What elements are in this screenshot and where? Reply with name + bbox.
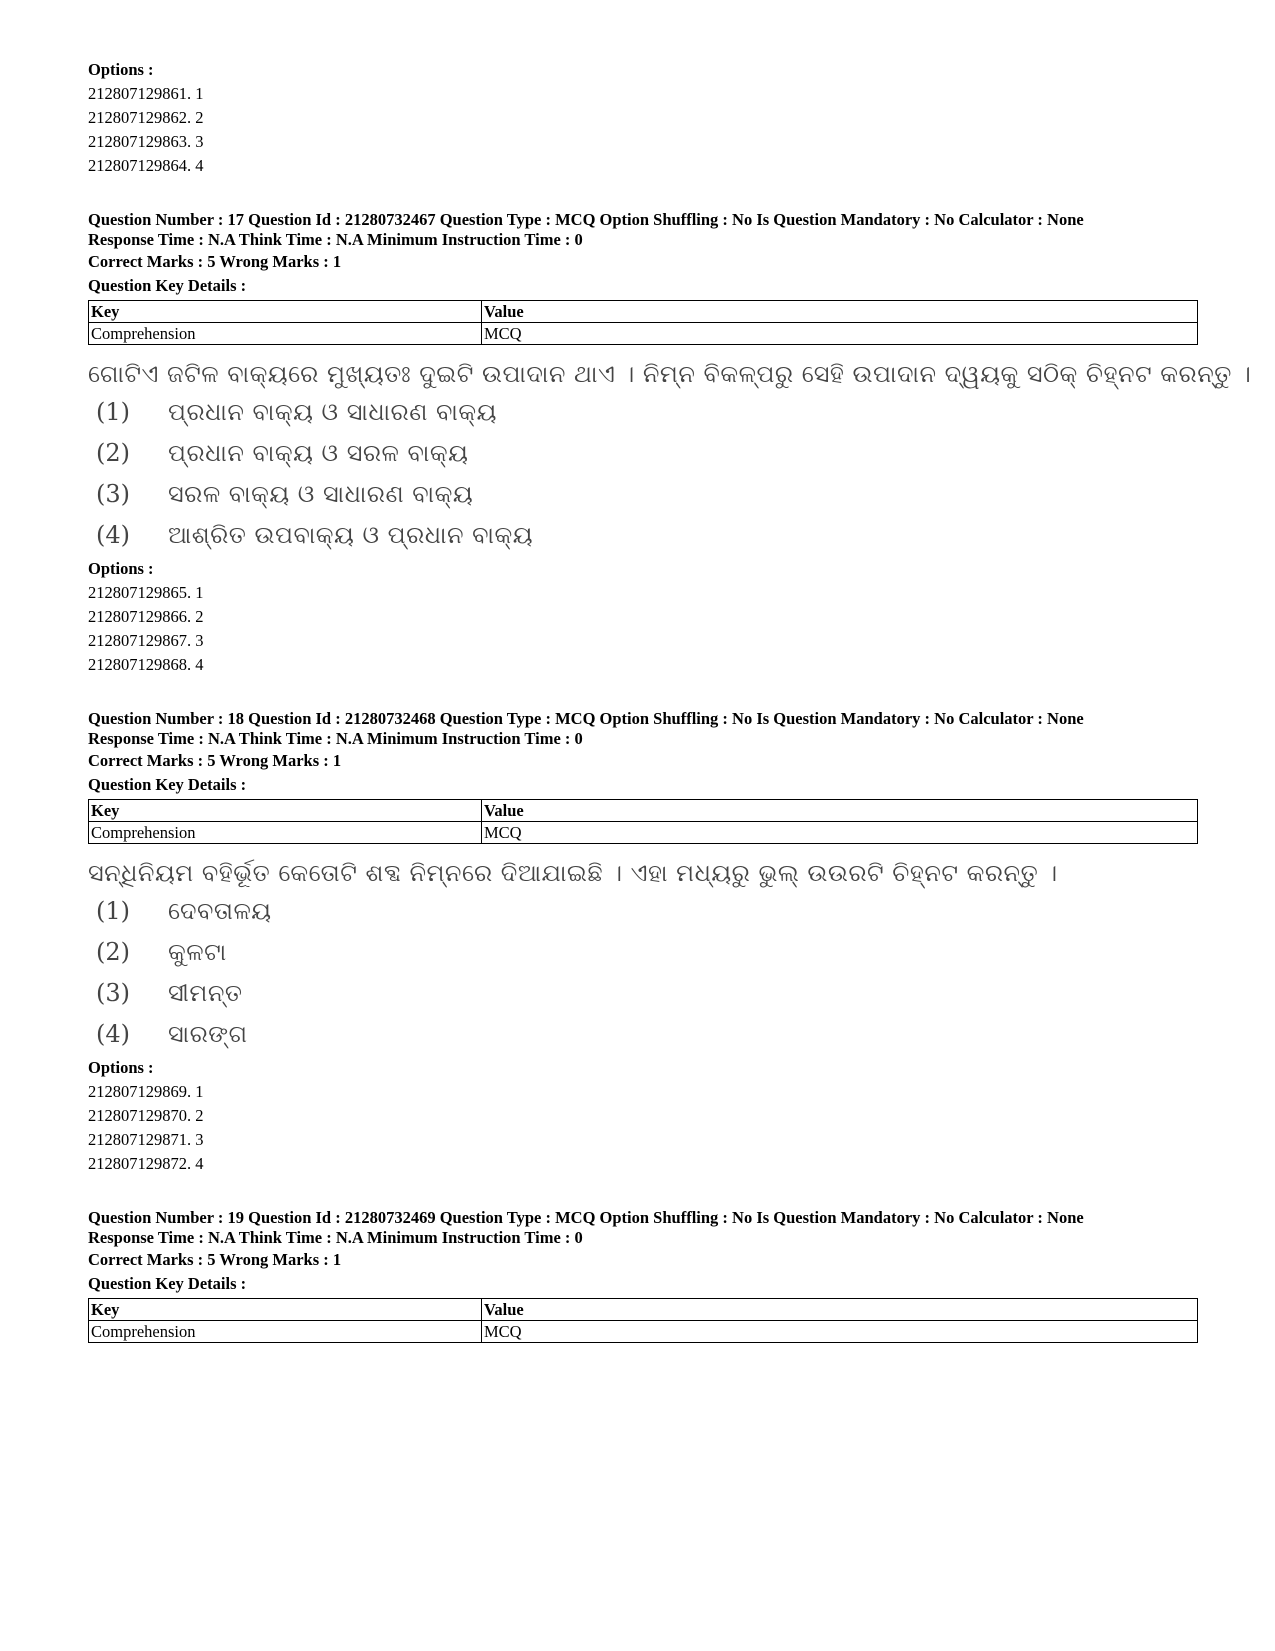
question-image bbox=[88, 345, 1252, 557]
table-header-row bbox=[89, 800, 1198, 822]
question-timing: Response Time : N.A Think Time : N.A Minimum Instruction Time : 0 bbox=[88, 1228, 583, 1247]
table-cell-key: Comprehension bbox=[89, 1321, 482, 1343]
choice-text: ପ୍ରଧାନ ବାକ୍ୟ ଓ ସରଳ ବାକ୍ୟ bbox=[168, 438, 469, 467]
question-block-17 bbox=[88, 210, 1252, 677]
choice-text: ଆଶ୍ରିତ ଉପବାକ୍ୟ ଓ ପ୍ରଧାନ ବାକ୍ୟ bbox=[168, 520, 534, 549]
table-header-row bbox=[89, 1299, 1198, 1321]
choice-row bbox=[88, 890, 1198, 931]
question-stem: ସନ୍ଧିନିୟମ ବହିର୍ଭୂତ କେତୋଟି ଶବ୍ଦ ନିମ୍ନରେ ଦିଆଯାଇଛି । ଏହା ମଧ୍ୟରୁ ଭୁଲ୍ ଉଉରଟି ଚିହ୍ନଟ କରନ୍ତୁ । bbox=[88, 859, 1058, 887]
choice-row bbox=[88, 391, 1198, 432]
option-item: 212807129862. 2 bbox=[88, 108, 204, 127]
options-label: Options : bbox=[88, 559, 154, 578]
option-item: 212807129871. 3 bbox=[88, 1130, 204, 1149]
choice-number: (2) bbox=[96, 937, 130, 966]
table-row bbox=[89, 1321, 1198, 1343]
top-options-block bbox=[88, 58, 1198, 178]
choice-text: ପ୍ରଧାନ ବାକ୍ୟ ଓ ସାଧାରଣ ବାକ୍ୟ bbox=[168, 397, 497, 426]
table-header-value: Value bbox=[482, 301, 1198, 323]
table-cell-key: Comprehension bbox=[89, 822, 482, 844]
option-item: 212807129868. 4 bbox=[88, 655, 204, 674]
table-header-value: Value bbox=[482, 1299, 1198, 1321]
choice-number: (1) bbox=[96, 896, 130, 925]
question-image bbox=[88, 844, 1198, 1056]
question-block-19 bbox=[88, 1208, 1198, 1343]
table-cell-value: MCQ bbox=[482, 822, 1198, 844]
option-item: 212807129866. 2 bbox=[88, 607, 204, 626]
table-cell-value: MCQ bbox=[482, 323, 1198, 345]
table-row bbox=[89, 822, 1198, 844]
table-header-key: Key bbox=[89, 301, 482, 323]
choice-text: ସରଳ ବାକ୍ୟ ଓ ସାଧାରଣ ବାକ୍ୟ bbox=[168, 479, 474, 508]
question-block-18 bbox=[88, 709, 1198, 1176]
table-header-value: Value bbox=[482, 800, 1198, 822]
table-header-key: Key bbox=[89, 1299, 482, 1321]
question-stem: ଗୋଟିଏ ଜଟିଳ ବାକ୍ୟରେ ମୁଖ୍ୟତଃ ଦୁଇଟି ଉପାଦାନ ଥାଏ । ନିମ୍ନ ବିକଳ୍ପରୁ ସେହି ଉପାଦାନ ଦ୍ୱୟକୁ ସଠିକ୍ ଚିହ୍ନଟ କରନ୍ତୁ । bbox=[88, 360, 1252, 388]
choice-row bbox=[88, 473, 1198, 514]
choice-text: ସାରଙ୍ଗ bbox=[168, 1019, 248, 1048]
key-details-table bbox=[88, 1298, 1198, 1343]
table-row bbox=[89, 323, 1198, 345]
choice-text: କୁଳଟା bbox=[168, 937, 227, 966]
options-label: Options : bbox=[88, 1058, 154, 1077]
question-header: Question Number : 19 Question Id : 21280732469 Question Type : MCQ Option Shuffling : No Is Question Mandatory : No Calculator : None bbox=[88, 1208, 1084, 1227]
choice-number: (4) bbox=[96, 1019, 130, 1048]
option-item: 212807129864. 4 bbox=[88, 156, 204, 175]
option-item: 212807129870. 2 bbox=[88, 1106, 204, 1125]
key-details-label: Question Key Details : bbox=[88, 775, 247, 794]
key-details-label: Question Key Details : bbox=[88, 276, 247, 295]
key-details-table bbox=[88, 300, 1198, 345]
choice-number: (2) bbox=[96, 438, 130, 467]
question-timing: Response Time : N.A Think Time : N.A Minimum Instruction Time : 0 bbox=[88, 729, 583, 748]
key-details-label: Question Key Details : bbox=[88, 1274, 247, 1293]
question-header: Question Number : 17 Question Id : 21280732467 Question Type : MCQ Option Shuffling : No Is Question Mandatory : No Calculator : None bbox=[88, 210, 1084, 229]
table-cell-value: MCQ bbox=[482, 1321, 1198, 1343]
option-item: 212807129863. 3 bbox=[88, 132, 204, 151]
question-timing: Response Time : N.A Think Time : N.A Minimum Instruction Time : 0 bbox=[88, 230, 583, 249]
choice-row bbox=[88, 432, 1198, 473]
document-page bbox=[88, 58, 1252, 1343]
table-header-key: Key bbox=[89, 800, 482, 822]
question-marks: Correct Marks : 5 Wrong Marks : 1 bbox=[88, 751, 342, 770]
key-details-table bbox=[88, 799, 1198, 844]
choice-text: ସୀମନ୍ତ bbox=[168, 978, 243, 1007]
choice-row bbox=[88, 931, 1198, 972]
options-label: Options : bbox=[88, 60, 154, 79]
option-item: 212807129865. 1 bbox=[88, 583, 204, 602]
choice-number: (3) bbox=[96, 978, 130, 1007]
question-header: Question Number : 18 Question Id : 21280732468 Question Type : MCQ Option Shuffling : No Is Question Mandatory : No Calculator : None bbox=[88, 709, 1084, 728]
choice-number: (3) bbox=[96, 479, 130, 508]
choice-number: (4) bbox=[96, 520, 130, 549]
option-item: 212807129867. 3 bbox=[88, 631, 204, 650]
table-header-row bbox=[89, 301, 1198, 323]
option-item: 212807129869. 1 bbox=[88, 1082, 204, 1101]
choice-row bbox=[88, 514, 1198, 555]
choice-row bbox=[88, 1013, 1198, 1054]
option-item: 212807129872. 4 bbox=[88, 1154, 204, 1173]
choice-number: (1) bbox=[96, 397, 130, 426]
choice-text: ଦେବତାଳୟ bbox=[168, 896, 272, 925]
table-cell-key: Comprehension bbox=[89, 323, 482, 345]
question-marks: Correct Marks : 5 Wrong Marks : 1 bbox=[88, 1250, 342, 1269]
choice-row bbox=[88, 972, 1198, 1013]
question-marks: Correct Marks : 5 Wrong Marks : 1 bbox=[88, 252, 342, 271]
option-item: 212807129861. 1 bbox=[88, 84, 204, 103]
